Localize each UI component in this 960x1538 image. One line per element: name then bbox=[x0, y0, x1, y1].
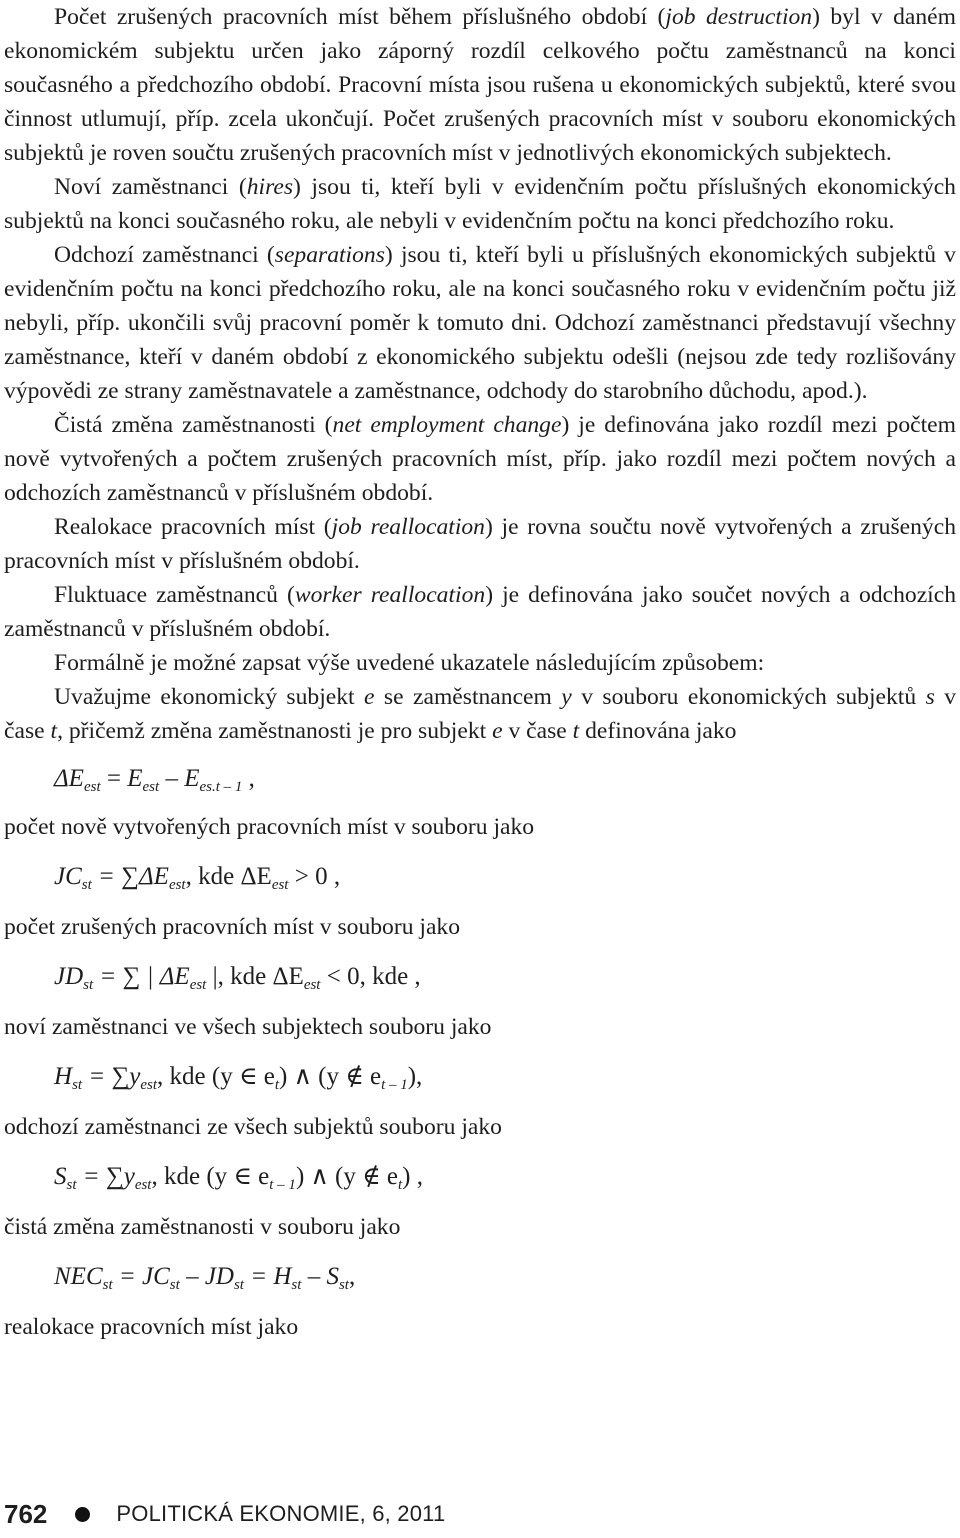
body-text bbox=[4, 0, 956, 1344]
term-job-reallocation: job reallocation bbox=[331, 514, 485, 540]
line-net-employment-change: čistá změna zaměstnanosti v souboru jako bbox=[4, 1214, 401, 1240]
paragraph-job-destruction: Počet zrušených pracovních míst během příslušného období (job destruction) byl v daném ekonomickém subjektu určen jako záporný rozdíl celkového počtu zaměstnanců na konci současného a předchozího období. Pracovní místa jsou rušena u ekonomických subjektů, které svou činnost utlumují, příp. zcela ukončují. Počet zrušených pracovních míst v souboru ekonomických subjektů je roven součtu zrušených pracovních míst v jednotlivých ekonomických subjektech. bbox=[4, 4, 956, 166]
paragraph-hires: Noví zaměstnanci (hires) jsou ti, kteří byli v evidenčním počtu příslušných ekonomických subjektů na konci současného roku, ale nebyli v evidenčním počtu na konci předchozího roku. bbox=[4, 174, 956, 234]
paragraph-separations: Odchozí zaměstnanci (separations) jsou ti, kteří byli u příslušných ekonomických subjektů v evidenčním počtu na konci předchozího roku, ale na konci současného roku v evidenčním počtu již nebyli, příp. ukončili svůj pracovní poměr k tomuto dni. Odchozí zaměstnanci představují všechny zaměstnance, kteří v daném období z ekonomického subjektu odešli (nejsou zde tedy rozlišovány výpovědi ze strany zaměstnavatele a zaměstnance, odchody do starobního důchodu, apod.). bbox=[4, 242, 956, 404]
page-number: 762 bbox=[4, 1498, 48, 1529]
paragraph-formal-intro: Formálně je možné zapsat výše uvedené ukazatele následujícím způsobem: bbox=[54, 650, 765, 676]
line-job-creation: počet nově vytvořených pracovních míst v souboru jako bbox=[4, 814, 535, 840]
paragraph-worker-reallocation: Fluktuace zaměstnanců (worker reallocation) je definována jako součet nových a odchozích zaměstnanců v příslušném období. bbox=[4, 582, 956, 642]
formula-hires: $H_{st} = \sum y_{est}$, kde (y ∈ $e_t$) ∧ (y ∉ $e_{t - 1}$), bbox=[54, 1063, 423, 1093]
formula-separations: $S_{st} = \sum y_{est}$, kde (y ∈ $e_{t - 1}$) ∧ (y ∉ $e_t$) , bbox=[54, 1163, 423, 1193]
line-separations: odchozí zaměstnanci ze všech subjektů souboru jako bbox=[4, 1114, 502, 1140]
journal-citation: POLITICKÁ EKONOMIE, 6, 2011 bbox=[116, 1501, 446, 1526]
paragraph-definition: Uvažujme ekonomický subjekt e se zaměstnancem y v souboru ekonomických subjektů s v čase t, přičemž změna zaměstnanosti je pro subjekt e v čase t definována jako bbox=[4, 684, 956, 744]
term-hires: hires bbox=[246, 174, 294, 200]
paragraph-job-reallocation: Realokace pracovních míst (job reallocation) je rovna součtu nově vytvořených a zrušených pracovních míst v příslušném období. bbox=[4, 514, 956, 574]
line-job-destruction: počet zrušených pracovních míst v souboru jako bbox=[4, 914, 461, 940]
term-worker-reallocation: worker reallocation bbox=[294, 582, 486, 608]
line-job-reallocation: realokace pracovních míst jako bbox=[4, 1314, 299, 1340]
term-net-employment-change: net employment change bbox=[332, 412, 562, 438]
paragraph-net-employment-change: Čistá změna zaměstnanosti (net employment change) je definována jako rozdíl mezi počtem nově vytvořených a počtem zrušených pracovních míst, příp. jako rozdíl mezi počtem nových a odchozích zaměstnanců v příslušném období. bbox=[4, 412, 956, 506]
line-hires: noví zaměstnanci ve všech subjektech souboru jako bbox=[4, 1014, 492, 1040]
formula-net-employment-change: $NEC_{st} = JC_{st} - JD_{st} = H_{st} - S_{st}$, bbox=[54, 1263, 356, 1293]
term-separations: separations bbox=[274, 242, 385, 268]
formula-delta-employment: $\Delta E_{est} = E_{est} - E_{es.t - 1}$ , bbox=[54, 765, 255, 795]
formula-job-destruction: $JD_{st}$ = ∑ | $\Delta E_{est}$ |, kde $\Delta E_{est} < 0$, kde , bbox=[54, 963, 421, 993]
bullet-dot-icon bbox=[75, 1507, 90, 1522]
page-footer bbox=[4, 1496, 445, 1532]
formula-job-creation: $JC_{st} = \sum\Delta E_{est}$, kde $\Delta E_{est} > 0$ , bbox=[54, 863, 341, 893]
term-job-destruction: job destruction bbox=[665, 4, 813, 30]
